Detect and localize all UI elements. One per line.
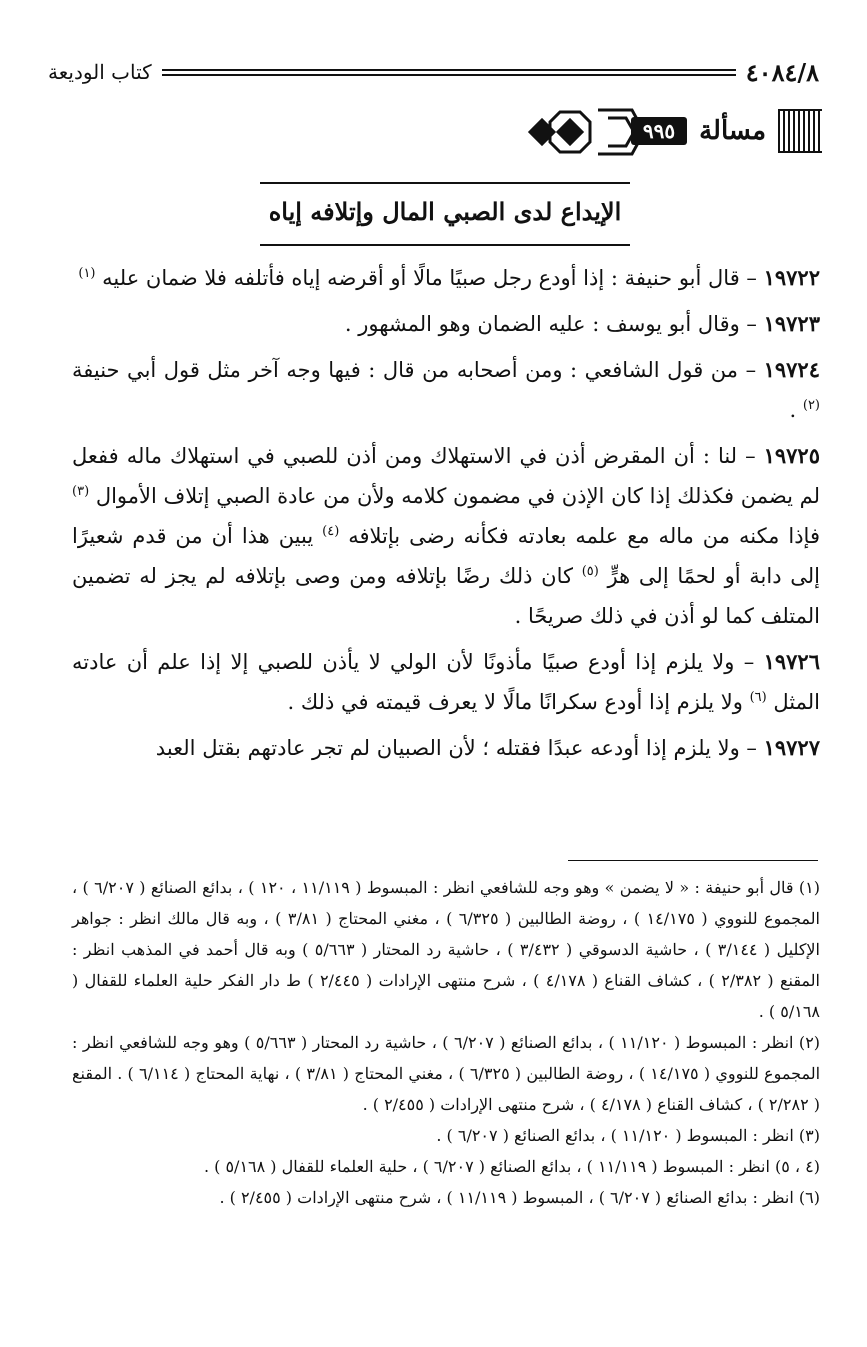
paragraph-text: – قال أبو حنيفة : إذا أودع رجل صبيًا مالًا أو أقرضه إياه فأتلفه فلا ضمان عليه xyxy=(95,266,764,290)
section-title xyxy=(260,182,630,246)
issue-number: ٩٩٥ xyxy=(631,117,687,145)
paragraph-number: ١٩٧٢٥ xyxy=(763,443,820,468)
paragraph-number: ١٩٧٢٤ xyxy=(763,357,820,382)
paragraph-text-tail: . xyxy=(789,398,803,422)
footnote: (٤ ، ٥) انظر : المبسوط ( ١١/١١٩ ) ، بدائع الصنائع ( ٦/٢٠٧ ) ، حلية العلماء للقفال ( ٥/١٦٨ ) . xyxy=(203,1157,820,1176)
footnote-ref[interactable]: (١) xyxy=(78,266,96,281)
paragraph-text: – ولا يلزم إذا أودع صبيًا مأذونًا لأن الولي لا يأذن للصبي إلا إذا علم أن عادته المثل xyxy=(72,650,820,714)
running-header xyxy=(48,52,819,92)
footnote-rule xyxy=(568,860,818,861)
footnote: (٢) انظر : المبسوط ( ١١/١٢٠ ) ، بدائع الصنائع ( ٦/٢٠٧ ) ، حاشية رد المحتار ( ٥/٦٦٣ ) وهو وجه للشافعي انظر : المجموع للنووي ( ١٤/١٧٥ ) ، روضة الطالبين ( ٦/٣٢٥ ) ، مغني المحتاج ( ٣/٨١ ) ، نهاية المحتاج ( ٦/١١٤ ) . المقنع ( ٢/٢٨٢ ) ، كشاف القناع ( ٤/١٧٨ ) ، شرح منتهى الإرادات ( ٢/٤٥٥ ) . xyxy=(72,1033,821,1114)
paragraph-text-tail: فإذا مكنه من ماله مع علمه بعادته فكأنه رضى بإتلافه xyxy=(339,524,820,548)
paragraph-text-tail: ولا يلزم إذا أودع سكرانًا مالًا لا يعرف قيمته في ذلك . xyxy=(287,690,750,714)
paragraph-number: ١٩٧٢٦ xyxy=(763,649,820,674)
paragraph-text: – ولا يلزم إذا أودعه عبدًا فقتله ؛ لأن الصبيان لم تجر عادتهم بقتل العبد xyxy=(155,736,764,760)
paragraph-number: ١٩٧٢٧ xyxy=(763,735,820,760)
paragraph xyxy=(72,642,820,722)
banner-bars-icon xyxy=(778,109,822,153)
footnote: (٦) انظر : بدائع الصنائع ( ٦/٢٠٧ ) ، المبسوط ( ١١/١١٩ ) ، شرح منتهى الإرادات ( ٢/٤٥٥ ) . xyxy=(219,1188,820,1207)
paragraph-text: – لنا : أن المقرض أذن في الاستهلاك ومن أذن للصبي في استهلاك ماله ففعل لم يضمن فكذلك إذا كان الإذن في مضمون كلامه ولأن من عادة الصبي إتلاف الأموال xyxy=(72,444,820,508)
paragraph-text: – وقال أبو يوسف : عليه الضمان وهو المشهور . xyxy=(344,312,764,336)
paragraph-number: ١٩٧٢٢ xyxy=(763,265,820,290)
issue-banner xyxy=(548,108,822,154)
paragraph-text-tail: كان ذلك رضًا بإتلافه ومن وصى بإتلافه لم يجز له تضمين المتلف كما لو أذن في ذلك صريحًا . xyxy=(72,564,820,628)
page-number: ٤٠٨٤/٨ xyxy=(745,57,819,87)
book-title: كتاب الوديعة xyxy=(48,60,152,84)
paragraph xyxy=(72,304,820,344)
paragraph xyxy=(72,436,820,636)
section-title-text: الإيداع لدى الصبي المال وإتلافه إياه xyxy=(268,197,622,226)
footnote-ref[interactable]: (٢) xyxy=(802,398,820,413)
paragraph xyxy=(72,258,820,298)
main-text xyxy=(72,258,820,774)
footnote-ref[interactable]: (٤) xyxy=(322,524,340,539)
footnote: (٣) انظر : المبسوط ( ١١/١٢٠ ) ، بدائع الصنائع ( ٦/٢٠٧ ) . xyxy=(436,1126,820,1145)
header-rule xyxy=(162,69,736,76)
footnote-ref[interactable]: (٦) xyxy=(749,690,767,705)
paragraph xyxy=(72,350,820,430)
paragraph-number: ١٩٧٢٣ xyxy=(763,311,820,336)
paragraph-text-tail: يبين هذا أن من قدم شعيرًا إلى دابة أو لحمًا إلى هرٍّ xyxy=(72,524,820,588)
paragraph-text: – من قول الشافعي : ومن أصحابه من قال : فيها وجه آخر مثل قول أبي حنيفة xyxy=(72,358,764,382)
footnote-ref[interactable]: (٣) xyxy=(72,484,90,499)
footnote: (١) قال أبو حنيفة : « لا يضمن » وهو وجه للشافعي انظر : المبسوط ( ١١/١١٩ ، ١٢٠ ) ، بدائع الصنائع ( ٦/٢٠٧ ) ، المجموع للنووي ( ١٤/١٧٥ ) ، روضة الطالبين ( ٦/٣٢٥ ) ، مغني المحتاج ( ٣/٨١ ) ، وبه قال مالك انظر : جواهر الإكليل ( ٣/١٤٤ ) ، حاشية الدسوقي ( ٣/٤٣٢ ) ، حاشية رد المحتار ( ٥/٦٦٣ ) وبه قال أحمد في المذهب انظر : المقنع ( ٢/٣٨٢ ) ، كشاف القناع ( ٤/١٧٨ ) ، شرح منتهى الإرادات ( ٢/٤٤٥ ) ط دار الفكر حلية العلماء للقفال ( ٥/١٦٨ ) . xyxy=(72,878,821,1021)
paragraph xyxy=(72,728,820,768)
issue-label: مسألة xyxy=(699,116,766,146)
footnotes xyxy=(72,872,820,1213)
footnote-ref[interactable]: (٥) xyxy=(581,564,599,579)
